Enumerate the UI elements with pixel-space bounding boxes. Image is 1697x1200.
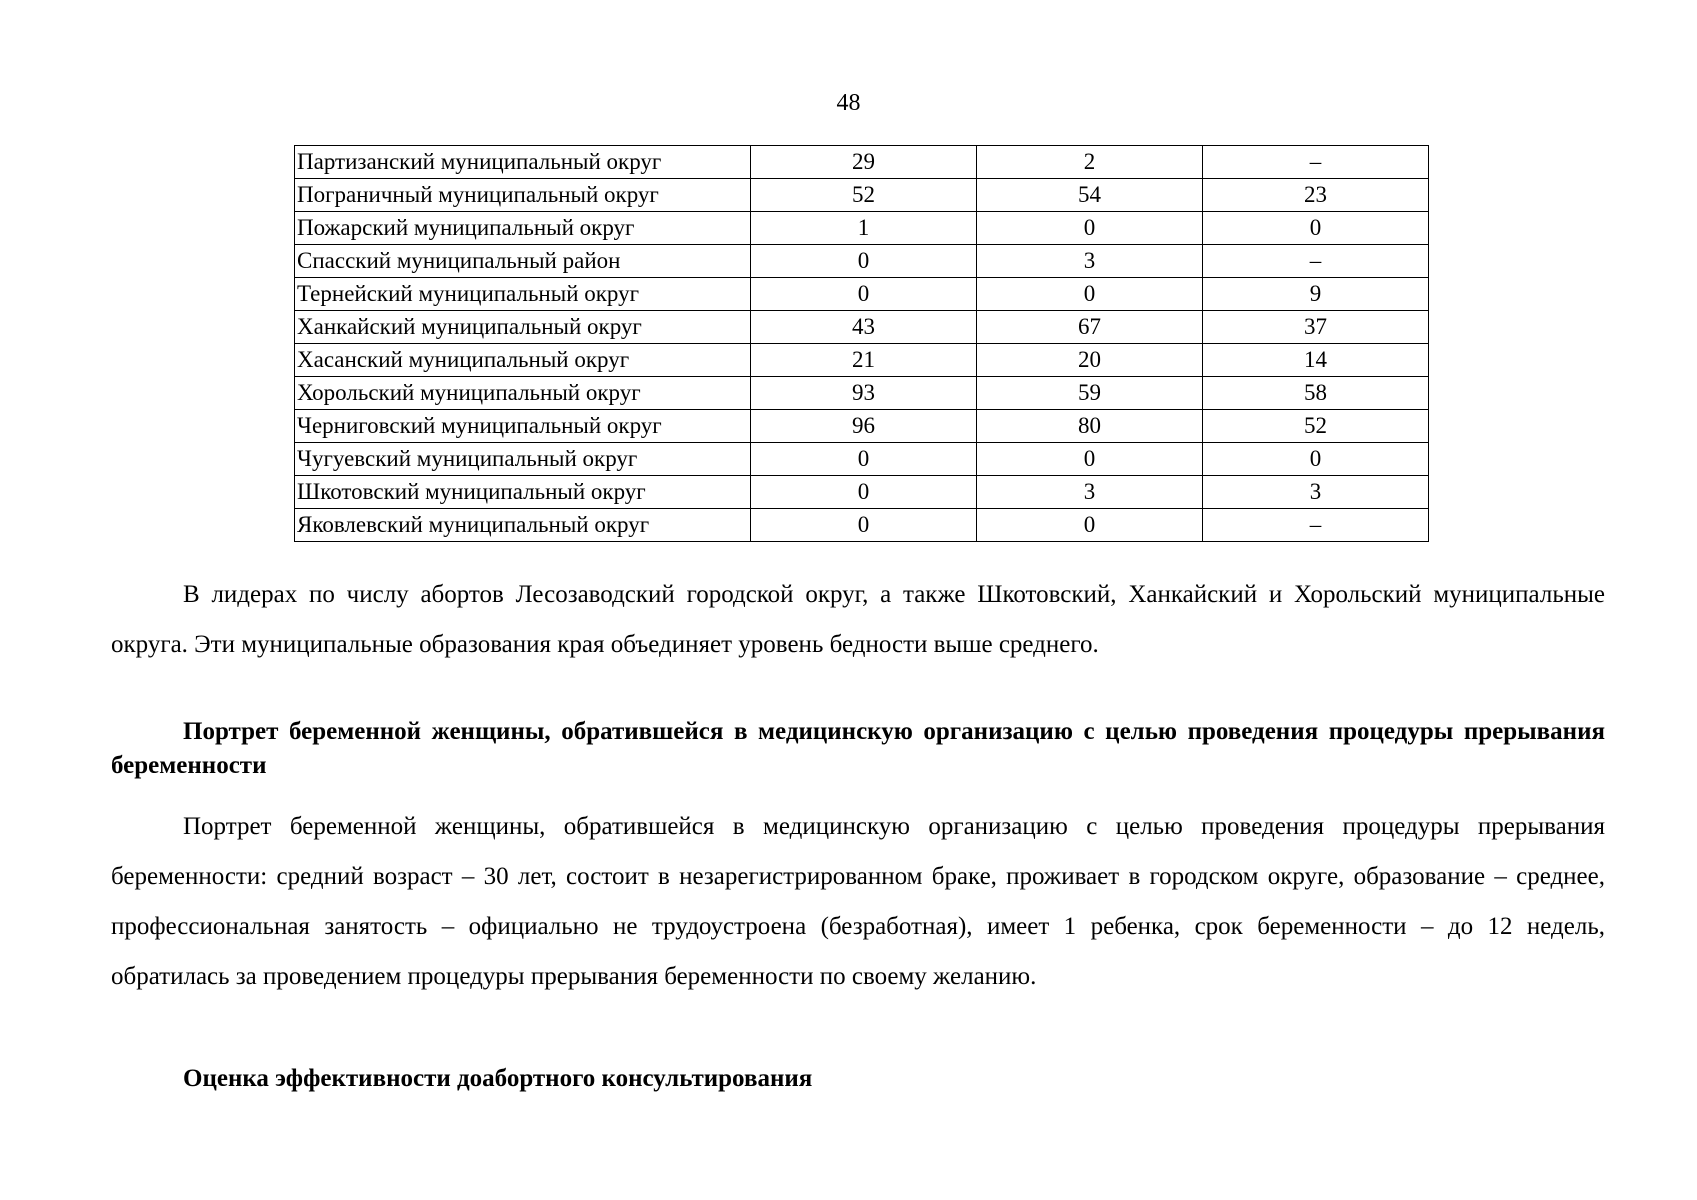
value-cell-3: 52 [1203, 410, 1429, 443]
table-row [295, 212, 1429, 245]
district-name-cell: Чугуевский муниципальный округ [295, 443, 751, 476]
section-heading-evaluation: Оценка эффективности доабортного консультирования [183, 1065, 813, 1092]
district-name-cell: Хорольский муниципальный округ [295, 377, 751, 410]
table-row [295, 377, 1429, 410]
value-cell-1: 52 [751, 179, 977, 212]
value-cell-1: 0 [751, 245, 977, 278]
value-cell-1: 93 [751, 377, 977, 410]
value-cell-1: 96 [751, 410, 977, 443]
table-row [295, 443, 1429, 476]
value-cell-1: 29 [751, 146, 977, 179]
table-row [295, 344, 1429, 377]
value-cell-3: – [1203, 509, 1429, 542]
value-cell-2: 2 [977, 146, 1203, 179]
district-name-cell: Хасанский муниципальный округ [295, 344, 751, 377]
paragraph-portrait: Портрет беременной женщины, обратившейся в медицинскую организацию с целью проведения процедуры прерывания беременности: средний возраст – 30 лет, состоит в незарегистрированном браке, проживает в городском округе, образование – среднее, профессиональная занятость – официально не трудоустроена (безработная), имеет 1 ребенка, срок беременности – до 12 недель, обратилась за проведением процедуры прерывания беременности по своему желанию. [111, 813, 1605, 990]
value-cell-2: 0 [977, 443, 1203, 476]
district-name-cell: Черниговский муниципальный округ [295, 410, 751, 443]
table-row [295, 311, 1429, 344]
value-cell-1: 1 [751, 212, 977, 245]
district-name-cell: Спасский муниципальный район [295, 245, 751, 278]
district-name-cell: Пограничный муниципальный округ [295, 179, 751, 212]
value-cell-2: 3 [977, 476, 1203, 509]
value-cell-2: 20 [977, 344, 1203, 377]
table-row [295, 146, 1429, 179]
district-name-cell: Партизанский муниципальный округ [295, 146, 751, 179]
page-number: 48 [836, 90, 861, 116]
value-cell-2: 59 [977, 377, 1203, 410]
district-name-cell: Пожарский муниципальный округ [295, 212, 751, 245]
value-cell-2: 3 [977, 245, 1203, 278]
value-cell-3: – [1203, 146, 1429, 179]
table-row [295, 278, 1429, 311]
section-heading-portrait: Портрет беременной женщины, обратившейся в медицинскую организацию с целью проведения процедуры прерывания беременности [111, 718, 1605, 779]
value-cell-3: 14 [1203, 344, 1429, 377]
value-cell-2: 0 [977, 278, 1203, 311]
district-name-cell: Яковлевский муниципальный округ [295, 509, 751, 542]
district-name-cell: Тернейский муниципальный округ [295, 278, 751, 311]
value-cell-3: 3 [1203, 476, 1429, 509]
value-cell-3: 37 [1203, 311, 1429, 344]
value-cell-1: 43 [751, 311, 977, 344]
value-cell-2: 80 [977, 410, 1203, 443]
paragraph-leaders: В лидерах по числу абортов Лесозаводский городской округ, а также Шкотовский, Ханкайский и Хорольский муниципальные округа. Эти муниципальные образования края объединяет уровень бедности выше среднего. [111, 581, 1605, 658]
value-cell-2: 54 [977, 179, 1203, 212]
value-cell-2: 0 [977, 212, 1203, 245]
table-row [295, 476, 1429, 509]
municipal-abortion-table [294, 145, 1429, 542]
value-cell-3: 58 [1203, 377, 1429, 410]
table-row [295, 179, 1429, 212]
table-row [295, 509, 1429, 542]
value-cell-3: – [1203, 245, 1429, 278]
value-cell-3: 9 [1203, 278, 1429, 311]
value-cell-3: 23 [1203, 179, 1429, 212]
district-name-cell: Шкотовский муниципальный округ [295, 476, 751, 509]
value-cell-2: 0 [977, 509, 1203, 542]
value-cell-1: 0 [751, 443, 977, 476]
value-cell-1: 0 [751, 476, 977, 509]
value-cell-3: 0 [1203, 212, 1429, 245]
district-name-cell: Ханкайский муниципальный округ [295, 311, 751, 344]
table-row [295, 410, 1429, 443]
value-cell-1: 21 [751, 344, 977, 377]
value-cell-1: 0 [751, 509, 977, 542]
table-row [295, 245, 1429, 278]
value-cell-3: 0 [1203, 443, 1429, 476]
table-body [295, 146, 1429, 542]
value-cell-2: 67 [977, 311, 1203, 344]
value-cell-1: 0 [751, 278, 977, 311]
